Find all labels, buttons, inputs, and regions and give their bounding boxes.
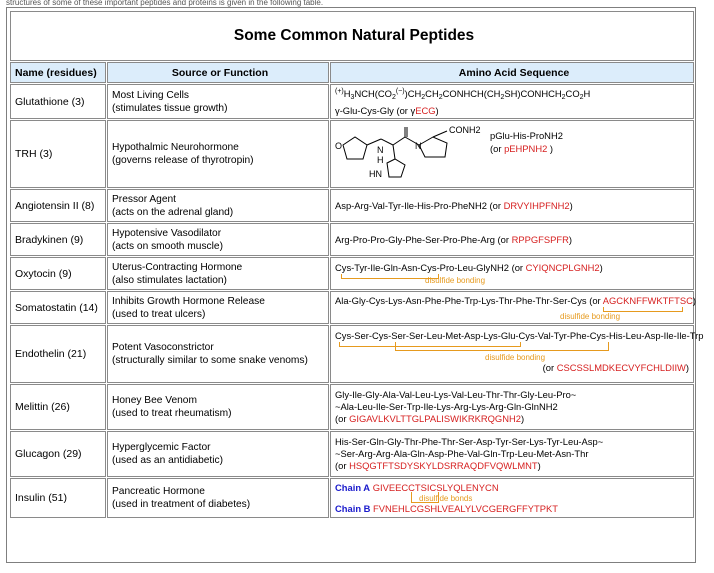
source-line: Inhibits Growth Hormone Release — [112, 295, 265, 307]
peptide-source — [107, 431, 329, 477]
peptide-name: Endothelin (21) — [10, 325, 106, 383]
sequence-line-2: ~Ala-Leu-Ile-Ser-Trp-Ile-Lys-Arg-Lys-Arg-Gln-GlnNH2 — [335, 401, 558, 412]
paren: ) — [692, 294, 696, 306]
peptide-sequence — [330, 223, 694, 256]
sequence-one-letter: ECG — [415, 104, 436, 116]
chain-b-sequence: FVNEHLCGSHLVEALYLVCGERGFFYTPKT — [373, 503, 558, 514]
peptide-source — [107, 189, 329, 222]
sequence-one-letter: AGCKNFFWKTFTSC — [602, 294, 693, 306]
peptide-sequence — [330, 257, 694, 290]
peptide-sequence — [330, 478, 694, 518]
sequence-one-letter: GIGAVLKVLTTGLPALISWIKRKRQGNH2 — [349, 413, 521, 424]
source-note: (used to treat ulcers) — [112, 308, 206, 320]
label-n: N — [377, 145, 384, 155]
peptide-source — [107, 291, 329, 324]
source-line: Pancreatic Hormone — [112, 486, 205, 497]
label-h: H — [377, 155, 384, 165]
peptide-name: Bradykinen (9) — [10, 223, 106, 256]
chain-b-label: Chain B — [335, 503, 371, 514]
source-line: Most Living Cells — [112, 89, 189, 101]
peptide-sequence — [330, 384, 694, 430]
sequence-one-letter: DRVYIHPFNH2 — [503, 199, 570, 211]
source-line: Honey Bee Venom — [112, 395, 197, 406]
disulfide-note: disulfide bonding — [485, 353, 546, 362]
label-conh2: CONH2 — [449, 125, 481, 135]
peptide-name: Angiotensin II (8) — [10, 189, 106, 222]
sequence-three-letter: Ala-Gly-Cys-Lys-Asn-Phe-Phe-Trp-Lys-Thr-Phe-Thr-Ser-Cys (or — [335, 294, 603, 306]
source-line: Potent Vasoconstrictor — [112, 342, 214, 353]
source-note: (used as an antidiabetic) — [112, 455, 223, 466]
peptide-source — [107, 257, 329, 290]
table-row — [10, 189, 694, 222]
peptide-name: Somatostatin (14) — [10, 291, 106, 324]
sequence-one-letter: CSCSSLMDKECVYFCHLDIIW — [556, 362, 686, 373]
label-hn: HN — [369, 169, 382, 179]
table-row — [10, 84, 694, 119]
peptide-name: Insulin (51) — [10, 478, 106, 518]
paren: (or — [542, 362, 557, 373]
sequence-one-letter: pEHPNH2 — [504, 143, 548, 154]
peptide-name: Melittin (26) — [10, 384, 106, 430]
paren: (or — [335, 413, 350, 424]
paren: ) — [537, 460, 541, 471]
sequence-one-letter: HSQGTFTSDYSKYLDSRRAQDFVQWLMNT — [349, 460, 538, 471]
header-sequence: Amino Acid Sequence — [330, 62, 694, 83]
header-source: Source or Function — [107, 62, 329, 83]
table-row — [10, 325, 694, 383]
peptide-sequence — [330, 431, 694, 477]
sequence-three-letter: Cys-Tyr-Ile-Gln-Asn-Cys-Pro-Leu-GlyNH2 (or — [335, 261, 526, 273]
table-row — [10, 478, 694, 518]
source-line: Uterus-Contracting Hormone — [112, 261, 243, 273]
source-note: (used to treat rheumatism) — [112, 408, 232, 419]
table-row — [10, 384, 694, 430]
peptide-sequence — [330, 325, 704, 383]
sequence-three-letter: γ-Glu-Cys-Gly (or γ — [335, 104, 416, 116]
sequence-three-letter: Cys-Ser-Cys-Ser-Ser-Leu-Met-Asp-Lys-Glu-Cys-Val-Tyr-Phe-Cys-His-Leu-Asp-Ile-Ile-Trp — [335, 330, 704, 341]
trh-structure-diagram — [335, 123, 485, 185]
table-row — [10, 120, 694, 188]
paren: ) — [435, 104, 439, 116]
page-top-text-fragment: structures of some of these important peptides and proteins is given in the following table. — [6, 0, 324, 7]
peptide-source — [107, 325, 329, 383]
peptide-source — [107, 223, 329, 256]
sequence-three-letter: pGlu-His-ProNH2 — [490, 130, 563, 141]
sequence-three-letter: Arg-Pro-Pro-Gly-Phe-Ser-Pro-Phe-Arg (or — [335, 233, 512, 245]
table-row — [10, 291, 694, 324]
peptide-name: Oxytocin (9) — [10, 257, 106, 290]
label-n2: N — [415, 141, 422, 151]
table-row — [10, 223, 694, 256]
peptide-name: Glucagon (29) — [10, 431, 106, 477]
source-line: Hypothalmic Neurohormone — [112, 142, 239, 153]
label-o: O — [335, 141, 343, 151]
peptide-source — [107, 478, 329, 518]
paren: ) — [547, 143, 554, 154]
peptides-table — [9, 10, 704, 519]
sequence-line-1: Gly-Ile-Gly-Ala-Val-Leu-Lys-Val-Leu-Thr-Thr-Gly-Leu-Pro~ — [335, 389, 577, 400]
table-title: Some Common Natural Peptides — [10, 11, 694, 61]
source-note: (acts on smooth muscle) — [112, 240, 223, 252]
paren: ) — [685, 362, 690, 373]
glutathione-formula: $^{(+)}H_3NCH(CO_2^{(-)})CH_2CH_2CONHCH(CH_2SH)CONHCH_2CO_2H$ — [335, 88, 591, 102]
sequence-one-letter: CYIQNCPLGNH2 — [525, 261, 600, 273]
paren: ) — [569, 199, 573, 211]
peptide-sequence — [330, 291, 694, 324]
paren: ) — [568, 233, 573, 245]
table-row — [10, 257, 694, 290]
peptide-name: Glutathione (3) — [10, 84, 106, 119]
source-note: (used in treatment of diabetes) — [112, 499, 251, 510]
disulfide-bracket — [395, 342, 609, 351]
disulfide-note: disulfide bonding — [425, 275, 486, 285]
chain-a-label: Chain A — [335, 482, 371, 493]
peptide-source — [107, 384, 329, 430]
disulfide-note: disulfide bonding — [560, 311, 621, 321]
source-note: (stimulates tissue growth) — [112, 102, 228, 114]
peptide-sequence — [330, 189, 694, 222]
peptide-sequence — [330, 84, 694, 119]
paren: (or — [490, 143, 505, 154]
header-name: Name (residues) — [10, 62, 106, 83]
paren: ) — [520, 413, 525, 424]
sequence-one-letter: RPPGFSPFR — [511, 233, 569, 245]
sequence-line-2: ~Ser-Arg-Arg-Ala-Gln-Asp-Phe-Val-Gln-Trp-Leu-Met-Asn-Thr — [335, 448, 589, 459]
disulfide-note: disulfide bonds — [419, 494, 473, 503]
source-note: (also stimulates lactation) — [112, 274, 227, 286]
sequence-three-letter: Asp-Arg-Val-Tyr-Ile-His-Pro-PheNH2 (or — [335, 199, 504, 211]
peptide-source — [107, 84, 329, 119]
peptide-source — [107, 120, 329, 188]
source-note: (acts on the adrenal gland) — [112, 206, 234, 218]
source-line: Hyperglycemic Factor — [112, 442, 211, 453]
table-row — [10, 431, 694, 477]
sequence-line-1: His-Ser-Gln-Gly-Thr-Phe-Thr-Ser-Asp-Tyr-Ser-Lys-Tyr-Leu-Asp~ — [335, 436, 604, 447]
peptide-name: TRH (3) — [10, 120, 106, 188]
chain-a-sequence: GIVEECCTSICSLYQLENYCN — [372, 482, 499, 493]
source-note: (structurally similar to some snake venoms) — [112, 355, 308, 366]
paren: ) — [599, 261, 603, 273]
peptide-sequence — [330, 120, 694, 188]
source-line: Pressor Agent — [112, 193, 176, 205]
paren: (or — [335, 460, 350, 471]
source-line: Hypotensive Vasodilator — [112, 227, 222, 239]
source-note: (governs release of thyrotropin) — [112, 155, 254, 166]
